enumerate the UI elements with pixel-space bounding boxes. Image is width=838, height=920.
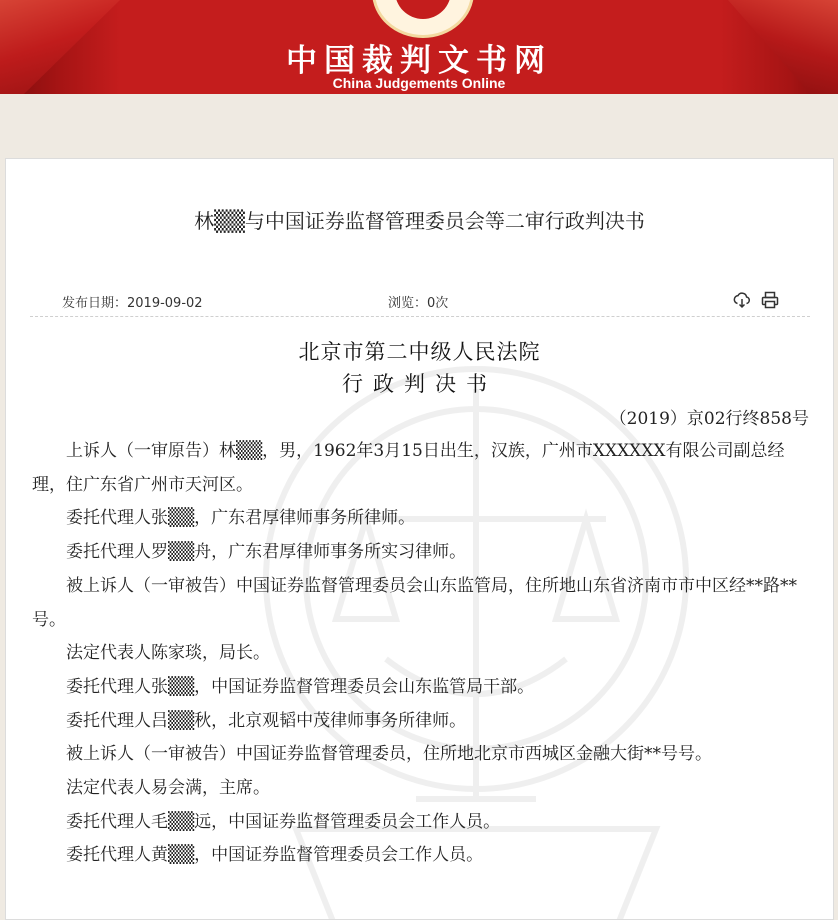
document-body xyxy=(32,435,802,873)
paragraph: 法定代表人陈家琰，局长。 xyxy=(66,643,270,664)
court-name: 北京市第二中级人民法院 xyxy=(298,340,541,364)
view-count: 浏览：0次 xyxy=(388,296,449,311)
site-banner xyxy=(0,0,838,94)
paragraph: 委托代理人张▒▒，中国证券监督管理委员会山东监管局干部。 xyxy=(66,676,535,697)
paragraph: 委托代理人毛▒▒远，中国证券监督管理委员会工作人员。 xyxy=(66,811,501,832)
document-actions xyxy=(733,289,781,311)
paragraph: 委托代理人张▒▒，广东君厚律师事务所律师。 xyxy=(66,508,416,529)
paragraph: 上诉人（一审原告）林▒▒，男，1962年3月15日出生，汉族，广州市XXXXXX有限公司副总经理，住广东省广州市天河区。 xyxy=(32,441,785,495)
document-title: 林▒▒与中国证券监督管理委员会等二审行政判决书 xyxy=(194,209,645,233)
emblem-center xyxy=(395,0,451,19)
paragraph: 委托代理人黄▒▒，中国证券监督管理委员会工作人员。 xyxy=(66,845,484,866)
paragraph: 法定代表人易会满，主席。 xyxy=(66,778,270,799)
case-number: （2019）京02行终858号 xyxy=(609,409,809,429)
document-meta xyxy=(6,289,833,313)
document-card xyxy=(5,158,834,920)
print-icon[interactable] xyxy=(761,291,779,309)
court-emblem-icon xyxy=(372,0,474,38)
site-subtitle: China Judgements Online xyxy=(332,75,506,91)
paragraph: 被上诉人（一审被告）中国证券监督管理委员，住所地北京市西城区金融大街**号号。 xyxy=(66,744,712,765)
download-icon[interactable] xyxy=(733,291,751,309)
meta-divider xyxy=(30,316,810,317)
document-type: 行政判决书 xyxy=(342,372,497,396)
site-title[interactable]: 中国裁判文书网 xyxy=(286,43,552,79)
paragraph: 被上诉人（一审被告）中国证券监督管理委员会山东监管局，住所地山东省济南市市中区经**路**号。 xyxy=(32,575,797,630)
paragraph: 委托代理人吕▒▒秋，北京观韬中茂律师事务所律师。 xyxy=(66,710,467,731)
publish-date: 发布日期：2019-09-02 xyxy=(62,296,203,311)
header-spacer xyxy=(0,94,838,136)
paragraph: 委托代理人罗▒▒舟，广东君厚律师事务所实习律师。 xyxy=(66,542,467,563)
